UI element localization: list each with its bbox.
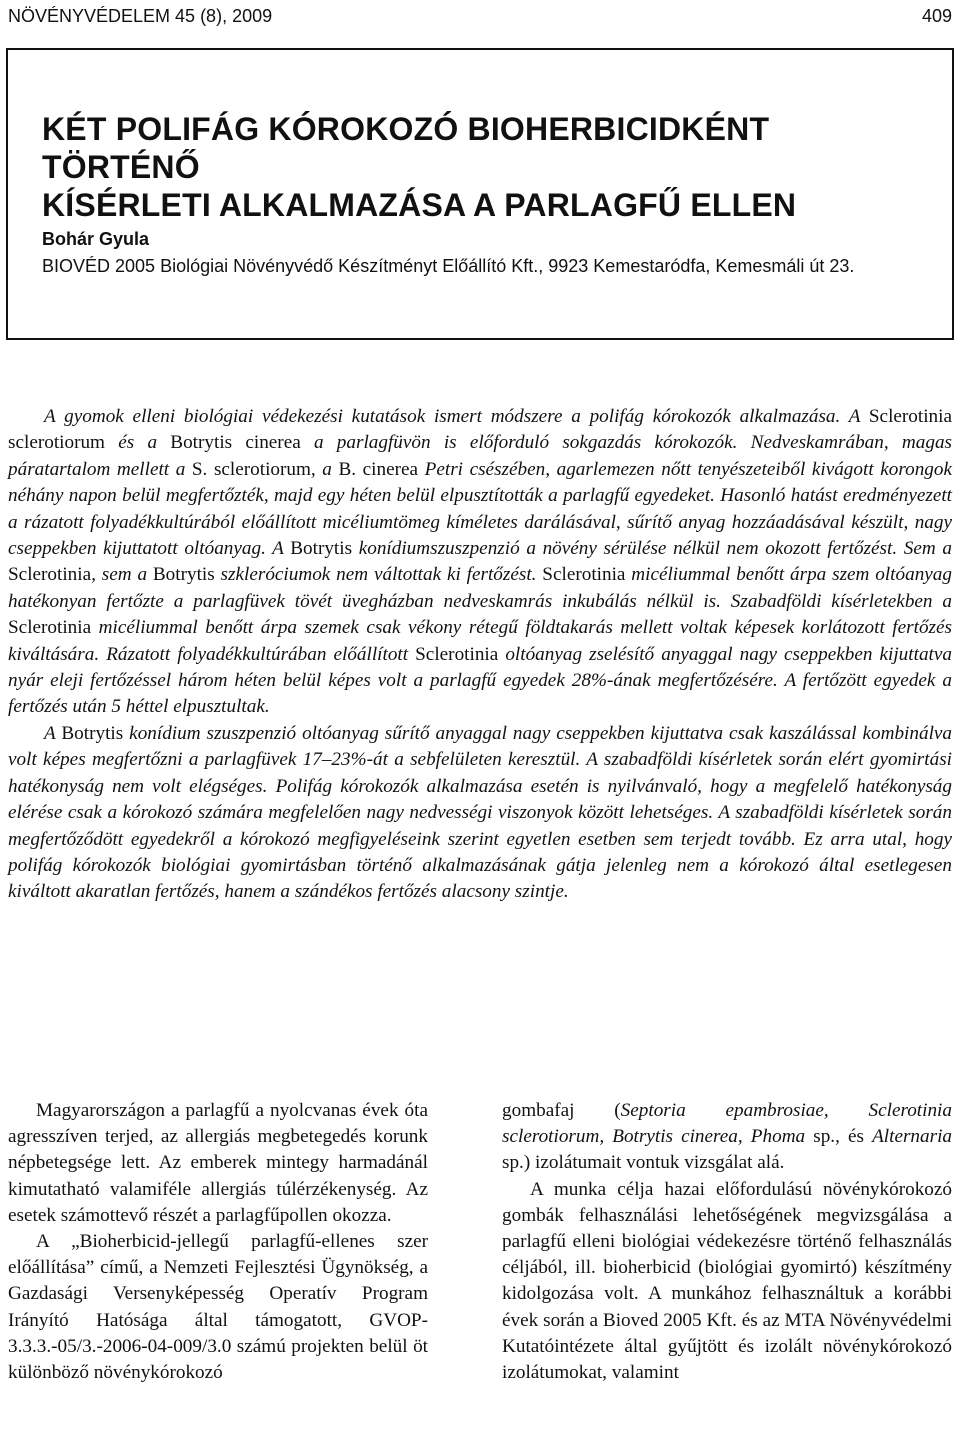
author-affiliation: BIOVÉD 2005 Biológiai Növényvédő Készítményt Előállító Kft., 9923 Kemestaródfa, Kemesmáli út 23. bbox=[42, 256, 855, 276]
body-paragraph: Magyarországon a parlagfű a nyolcvanas évek óta agresszíven terjed, az allergiás megbetegedés korunk népbetegsége lett. Az emberek mintegy harmadánál kimutatható valamiféle allergiás túlérzékenység. Az esetek számottevő részét a parlagfűpollen okozza. bbox=[8, 1100, 428, 1226]
body-column-right bbox=[502, 1098, 952, 1386]
author-name: Bohár Gyula bbox=[42, 229, 150, 249]
text-run: , sem a bbox=[91, 564, 153, 586]
text-run: sp.) izolátumait vontuk vizsgálat alá. bbox=[502, 1152, 785, 1174]
text-run: konídiumszuszpenzió a növény sérülése nélkül nem okozott fertőzést. Sem a bbox=[352, 538, 952, 560]
text-run: sp., és bbox=[805, 1126, 873, 1148]
text-run: A gyomok elleni biológiai védekezési kutatások ismert módszere a polifág kórokozók alkalmazása. A bbox=[44, 406, 869, 427]
text-run: B. cinerea bbox=[338, 458, 419, 480]
text-run: Botrytis cinerea bbox=[170, 432, 301, 454]
text-run: Botrytis bbox=[290, 538, 353, 560]
text-run: szkleróciumok nem váltottak ki fertőzést. bbox=[214, 564, 543, 586]
text-run: A bbox=[44, 722, 62, 744]
text-run: Sclerotinia sclerotiorum bbox=[8, 406, 952, 454]
text-run: S. sclerotiorum bbox=[191, 458, 311, 480]
journal-citation: NÖVÉNYVÉDELEM 45 (8), 2009 bbox=[8, 6, 273, 26]
body-paragraph bbox=[502, 1098, 952, 1177]
text-run: Alternaria bbox=[872, 1126, 953, 1148]
text-run: Sclerotinia bbox=[8, 564, 92, 586]
text-run: Petri csészében, agarlemezen nőtt tenyészeteiből kivágott korongok néhány napon belül megfertőzték, majd egy héten belül elpusztították a parlagfű egyedeket. Hasonló hatást eredményezett a rázatott folyadékkultúrából előállított micéliumtömeg kíméletes darálásával, sűrítő anyag hozzáadásával készült, nagy cseppekben kijuttatott oltóanyag. A bbox=[8, 458, 952, 560]
title-line-1: KÉT POLIFÁG KÓROKOZÓ BIOHERBICIDKÉNT TÖRTÉNŐ bbox=[42, 111, 770, 185]
text-run: micéliummal benőtt árpa szem oltóanyag hatékonyan fertőzte a parlagfüvek tövét üvegházban nedveskamrás inkubálás nélkül is. Szabadföldi kísérletekben a bbox=[8, 564, 952, 612]
title-line-2: KÍSÉRLETI ALKALMAZÁSA A PARLAGFŰ ELLEN bbox=[42, 187, 797, 223]
text-run: oltóanyag zselésítő anyaggal nagy cseppekben kijuttatva nyár eleji fertőzéssel három héten belül képes volt a parlagfű egyedek 28%-ának megfertőzésére. A fertőzött egyedek a fertőzés után 5 héttel elpusztultak. bbox=[8, 643, 952, 718]
text-run: Septoria epambrosiae, Sclerotinia sclerotiorum, Botrytis cinerea, Phoma bbox=[502, 1100, 952, 1148]
text-run: Sclerotinia bbox=[542, 564, 626, 586]
body-paragraph: A munka célja hazai előfordulású növénykórokozó gombák felhasználási lehetőségének megvizsgálása a parlagfű elleni biológiai védekezésre történő felhasználás céljából, ill. bioherbicid (biológiai gyomirtó) készítmény kidolgozása volt. A munkához felhasználtuk a korábbi évek során a Bioved 2005 Kft. és az MTA Növényvédelmi Kutatóintézete által gyűjtött és izolált növénykórokozó izolátumokat, valamint bbox=[502, 1178, 952, 1384]
text-run: Sclerotinia bbox=[8, 617, 92, 639]
running-header bbox=[8, 6, 952, 27]
abstract bbox=[8, 404, 952, 906]
text-run: konídium szuszpenzió oltóanyag sűrítő anyaggal nagy cseppekben kijuttatva csak kaszálással kombinálva volt képes megfertőzni a parlagfüvek 17–23%-át a sebfelületen keresztül. A szabadföldi kísérletek során elért gyomirtási hatékonyság nem volt elégséges. Polifág kórokozók alkalmazása esetén is nyilvánvaló, hogy a megfelelő hatékonyság elérése csak a kórokozó számára megfelelően nagy nedvességi viszonyok között lehetséges. A szabadföldi kísérletek során megfertőződött egyedekről a kórokozó megfigyeléseink szerint egyetlen esetben sem terjedt tovább. Ez arra utal, hogy polifág kórokozók biológiai gyomirtásban történő alkalmazásának gátja jelenleg nem a kórokozó által esetlegesen kiváltott akaratlan fertőzés, hanem a szándékos fertőzés alacsony szintje. bbox=[8, 722, 953, 903]
text-run: és a bbox=[104, 432, 171, 454]
abstract-paragraph-2 bbox=[8, 721, 952, 906]
article-title bbox=[42, 110, 902, 224]
body-paragraph: A „Bioherbicid-jellegű parlagfű-ellenes szer előállítása” című, a Nemzeti Fejlesztési Ügynökség, a Gazdasági Versenyképesség Operatív Program Irányító Hatósága által támogatott, GVOP-3.3.3.-05/3.-2006-04-009/3.0 számú projekten belül öt különböző növénykórokozó bbox=[8, 1231, 428, 1384]
page-number: 409 bbox=[921, 6, 952, 26]
body-column-left bbox=[8, 1098, 428, 1386]
abstract-paragraph-1 bbox=[8, 404, 952, 721]
text-run: micéliummal benőtt árpa szemek csak vékony rétegű földtakarás mellett voltak képesek korlátozott fertőzés kiváltására. Rázatott folyadékkultúrában előállított bbox=[8, 617, 952, 665]
text-run: , a bbox=[310, 458, 339, 480]
text-run: Sclerotinia bbox=[415, 643, 499, 665]
text-run: Botrytis bbox=[152, 564, 215, 586]
text-run: gombafaj ( bbox=[502, 1100, 621, 1121]
text-run: a parlagfüvön is előforduló sokgazdás kórokozók. Nedveskamrában, magas páratartalom mellett a bbox=[8, 432, 953, 480]
text-run: Botrytis bbox=[61, 722, 124, 744]
